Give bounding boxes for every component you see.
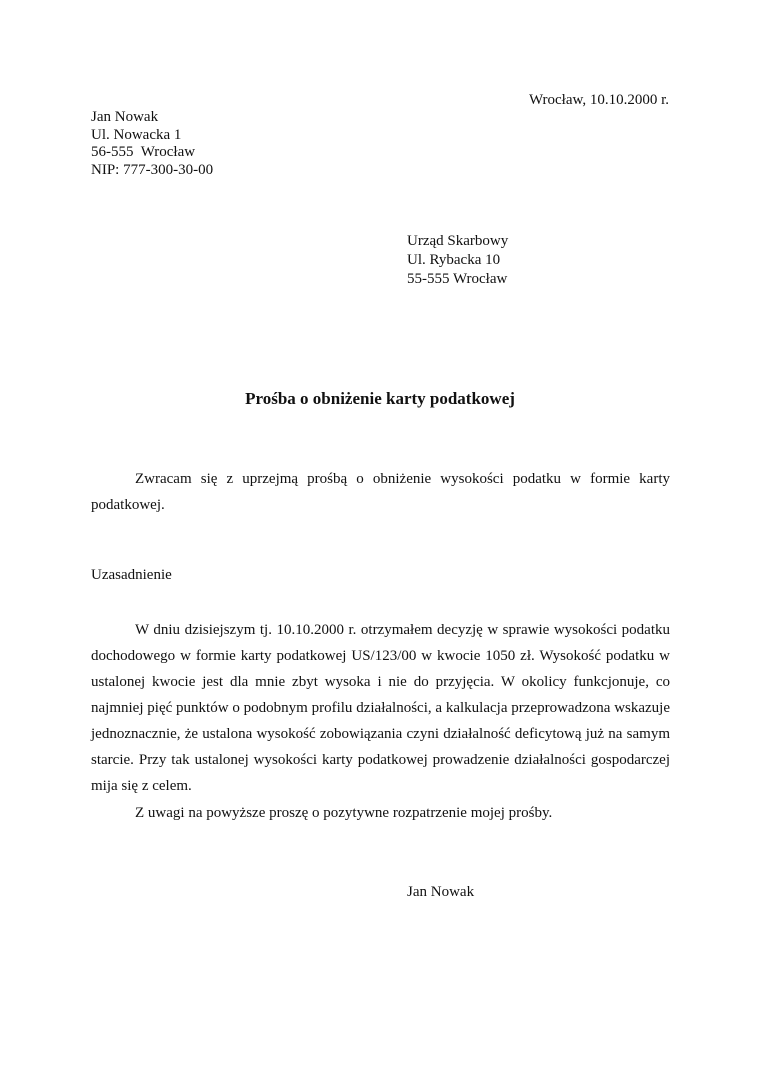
letter-title: Prośba o obniżenie karty podatkowej (245, 389, 515, 408)
letter-date: Wrocław, 10.10.2000 r. (528, 92, 669, 108)
request-paragraph: Zwracam się z uprzejmą prośbą o obniżenie wysokości podatku w formie karty podatkowej. (91, 471, 670, 513)
recipient-street: Ul. Rybacka 10 (407, 252, 501, 268)
sender-city: 56-555 Wrocław (91, 144, 196, 160)
justification-heading: Uzasadnienie (91, 567, 172, 583)
signature: Jan Nowak (407, 884, 475, 900)
recipient-city: 55-555 Wrocław (407, 271, 508, 287)
justification-paragraph: W dniu dzisiejszym tj. 10.10.2000 r. otrzymałem decyzję w sprawie wysokości podatku dochodowego w formie karty podatkowej US/123/00 w kwocie 1050 zł. Wysokość podatku w ustalonej kwocie jest dla mnie zbyt wysoka i nie do przyjęcia. W okolicy funkcjonuje, co najmniej pięć punktów o podobnym profilu działalności, a kalkulacja przeprowadzona wskazuje jednoznacznie, że ustalona wysokość zobowiązania czyni działalność deficytową już na samym starcie. Przy tak ustalonej wysokości karty podatkowej prowadzenie działalności gospodarczej mija się z celem. (91, 622, 670, 794)
sender-address-block (91, 109, 213, 179)
recipient-address-block (407, 232, 508, 289)
sender-name: Jan Nowak (91, 109, 159, 125)
sender-street: Ul. Nowacka 1 (91, 126, 182, 143)
closing-paragraph: Z uwagi na powyższe proszę o pozytywne rozpatrzenie mojej prośby. (135, 805, 553, 821)
sender-nip: NIP: 777-300-30-00 (91, 161, 214, 178)
recipient-name: Urząd Skarbowy (407, 233, 509, 249)
